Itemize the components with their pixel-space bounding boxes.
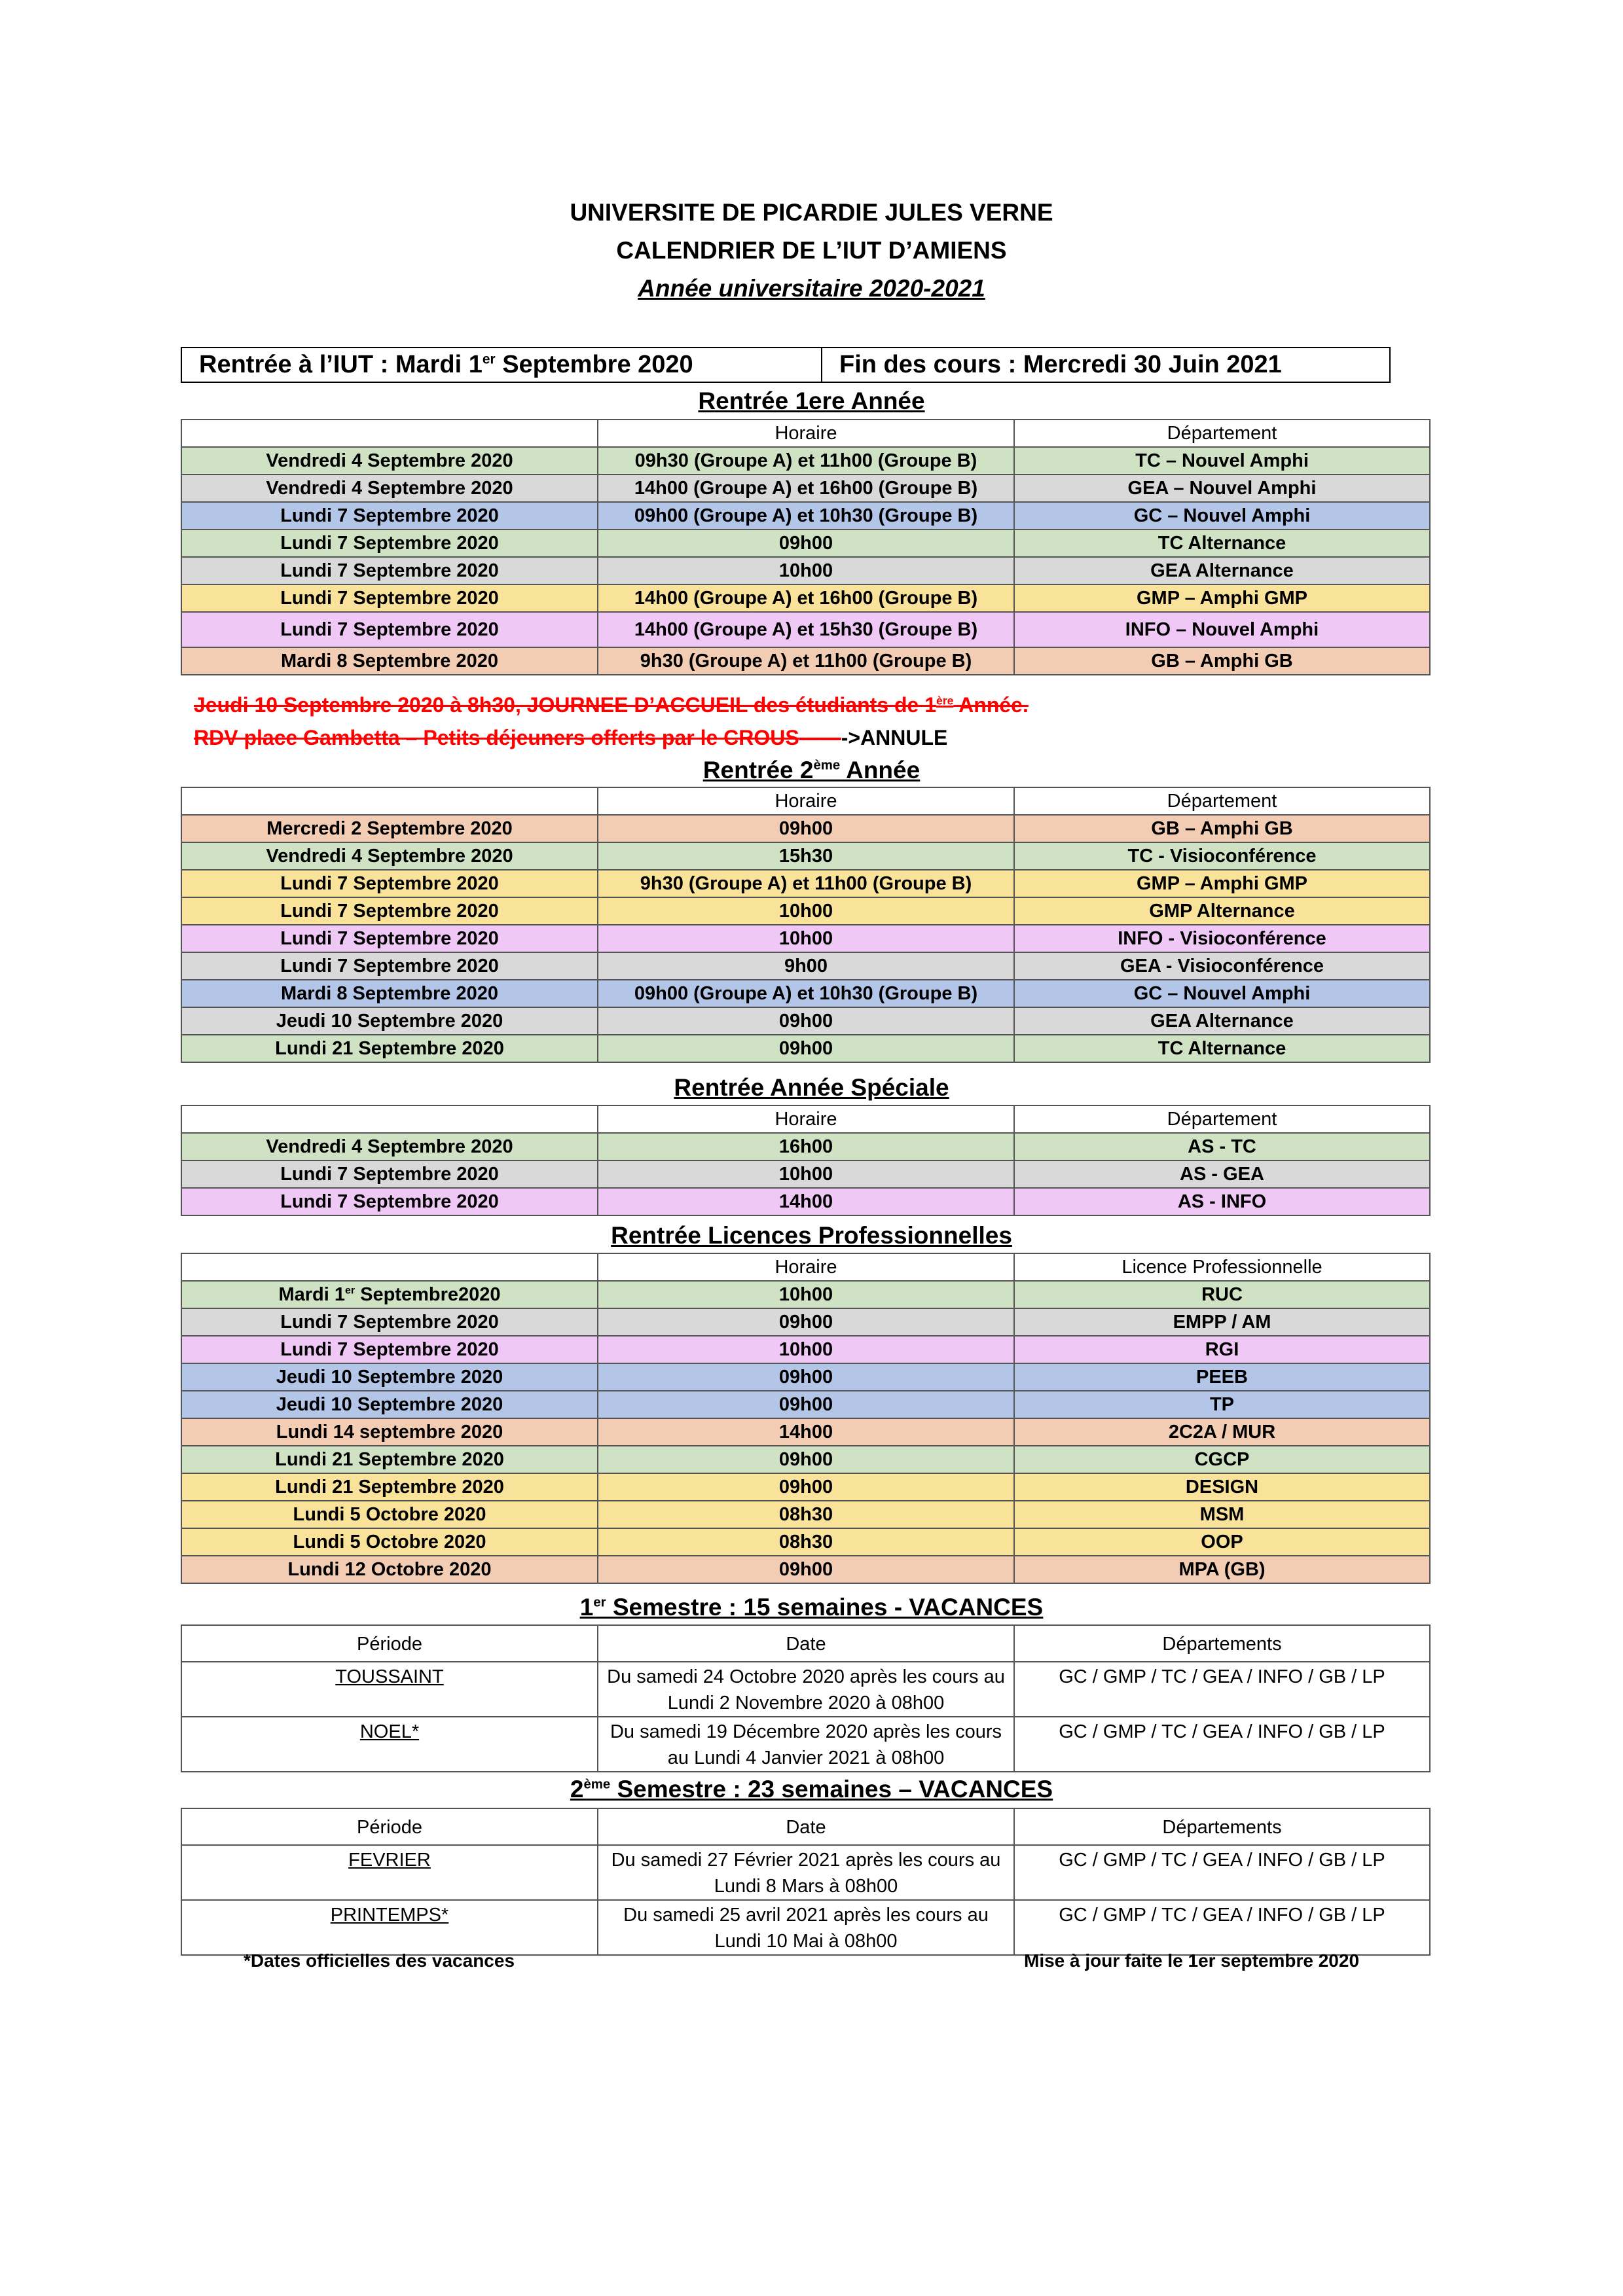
table-licences-pro — [181, 1253, 1431, 1584]
table-row: Lundi 21 Septembre 2020 09h00 CGCP — [181, 1446, 1430, 1473]
table-row: Lundi 7 Septembre 2020 10h00 RGI — [181, 1336, 1430, 1363]
table-row: Lundi 7 Septembre 2020 14h00 (Groupe A) et 15h30 (Groupe B) INFO – Nouvel Amphi — [181, 612, 1430, 647]
section-title-2eme-annee: Rentrée 2ème Année — [702, 757, 921, 783]
table-row: Lundi 7 Septembre 2020 10h00 GEA Alternance — [181, 557, 1430, 584]
table-vacances-semestre-2 — [181, 1808, 1431, 1956]
table-row: FEVRIER Du samedi 27 Février 2021 après les cours au Lundi 8 Mars à 08h00 GC / GMP / TC / GEA / INFO / GB / LP — [181, 1845, 1430, 1900]
table-header: Période Date Départements — [181, 1625, 1430, 1662]
rentree-date: Rentrée à l’IUT : Mardi 1er Septembre 2020 — [182, 348, 822, 382]
section-title-1ere-annee: Rentrée 1ere Année — [698, 387, 925, 414]
table-row: Lundi 7 Septembre 2020 14h00 AS - INFO — [181, 1188, 1430, 1215]
table-header: Période Date Départements — [181, 1808, 1430, 1845]
table-row: Lundi 12 Octobre 2020 09h00 MPA (GB) — [181, 1556, 1430, 1583]
table-row: Lundi 7 Septembre 2020 10h00 GMP Alternance — [181, 897, 1430, 925]
table-header: Horaire Département — [181, 787, 1430, 815]
table-row: Lundi 7 Septembre 2020 14h00 (Groupe A) et 16h00 (Groupe B) GMP – Amphi GMP — [181, 584, 1430, 612]
table-row: TOUSSAINT Du samedi 24 Octobre 2020 après les cours au Lundi 2 Novembre 2020 à 08h00 GC / GMP / TC / GEA / INFO / GB / LP — [181, 1662, 1430, 1717]
academic-year: Année universitaire 2020-2021 — [638, 275, 985, 302]
table-row: NOEL* Du samedi 19 Décembre 2020 après les cours au Lundi 4 Janvier 2021 à 08h00 GC / GMP / TC / GEA / INFO / GB / LP — [181, 1717, 1430, 1772]
table-row: Mardi 8 Septembre 2020 9h30 (Groupe A) et 11h00 (Groupe B) GB – Amphi GB — [181, 647, 1430, 675]
table-header: Horaire Licence Professionnelle — [181, 1253, 1430, 1281]
table-header: Horaire Département — [181, 420, 1430, 447]
table-row: Mercredi 2 Septembre 2020 09h00 GB – Amphi GB — [181, 815, 1430, 842]
table-vacances-semestre-1 — [181, 1624, 1431, 1772]
table-row: Lundi 7 Septembre 2020 09h00 TC Alternance — [181, 529, 1430, 557]
table-row: Lundi 7 Septembre 2020 09h00 (Groupe A) et 10h30 (Groupe B) GC – Nouvel Amphi — [181, 502, 1430, 529]
table-row: Lundi 7 Septembre 2020 10h00 INFO - Visioconférence — [181, 925, 1430, 952]
table-row: Lundi 7 Septembre 2020 9h30 (Groupe A) et 11h00 (Groupe B) GMP – Amphi GMP — [181, 870, 1430, 897]
table-row: Jeudi 10 Septembre 2020 09h00 TP — [181, 1391, 1430, 1418]
table-2eme-annee — [181, 787, 1431, 1063]
table-row: Lundi 21 Septembre 2020 09h00 TC Alternance — [181, 1035, 1430, 1062]
university-title: UNIVERSITE DE PICARDIE JULES VERNE — [570, 199, 1053, 226]
table-1ere-annee — [181, 419, 1431, 675]
table-row: Mardi 1er Septembre2020 10h00 RUC — [181, 1281, 1430, 1308]
annule-label: ->ANNULE — [841, 726, 948, 749]
table-row: Vendredi 4 Septembre 2020 09h30 (Groupe A) et 11h00 (Groupe B) TC – Nouvel Amphi — [181, 447, 1430, 475]
table-row: Lundi 7 Septembre 2020 09h00 EMPP / AM — [181, 1308, 1430, 1336]
table-row: Vendredi 4 Septembre 2020 14h00 (Groupe A) et 16h00 (Groupe B) GEA – Nouvel Amphi — [181, 475, 1430, 502]
footnote-official-dates: *Dates officielles des vacances — [244, 1950, 515, 1971]
key-dates-box — [181, 347, 1391, 383]
table-row: Vendredi 4 Septembre 2020 15h30 TC - Visioconférence — [181, 842, 1430, 870]
table-row: Jeudi 10 Septembre 2020 09h00 GEA Alternance — [181, 1007, 1430, 1035]
cancelled-event-line1: Jeudi 10 Septembre 2020 à 8h30, JOURNEE D’ACCUEIL des étudiants de 1ère Année. — [194, 693, 1029, 717]
table-row: PRINTEMPS* Du samedi 25 avril 2021 après les cours au Lundi 10 Mai à 08h00 GC / GMP / TC / GEA / INFO / GB / LP — [181, 1900, 1430, 1955]
cancelled-event-line2: RDV place Gambetta – Petits déjeuners offerts par le CROUS——->ANNULE — [194, 726, 948, 749]
section-title-semestre-1: 1er Semestre : 15 semaines - VACANCES — [579, 1594, 1044, 1621]
table-row: Jeudi 10 Septembre 2020 09h00 PEEB — [181, 1363, 1430, 1391]
section-title-semestre-2: 2ème Semestre : 23 semaines – VACANCES — [570, 1776, 1053, 1803]
table-row: Lundi 5 Octobre 2020 08h30 OOP — [181, 1528, 1430, 1556]
table-row: Vendredi 4 Septembre 2020 16h00 AS - TC — [181, 1133, 1430, 1160]
table-row: Lundi 7 Septembre 2020 10h00 AS - GEA — [181, 1160, 1430, 1188]
fin-des-cours: Fin des cours : Mercredi 30 Juin 2021 — [839, 351, 1282, 378]
table-row: Lundi 7 Septembre 2020 9h00 GEA - Visioconférence — [181, 952, 1430, 980]
table-annee-speciale — [181, 1105, 1431, 1216]
table-header: Horaire Département — [181, 1105, 1430, 1133]
section-title-licences-pro: Rentrée Licences Professionnelles — [611, 1222, 1012, 1249]
table-row: Mardi 8 Septembre 2020 09h00 (Groupe A) et 10h30 (Groupe B) GC – Nouvel Amphi — [181, 980, 1430, 1007]
calendar-title: CALENDRIER DE L’IUT D’AMIENS — [616, 237, 1007, 264]
table-row: Lundi 21 Septembre 2020 09h00 DESIGN — [181, 1473, 1430, 1501]
table-row: Lundi 14 septembre 2020 14h00 2C2A / MUR — [181, 1418, 1430, 1446]
document-header — [0, 194, 1623, 308]
table-row: Lundi 5 Octobre 2020 08h30 MSM — [181, 1501, 1430, 1528]
last-update-note: Mise à jour faite le 1er septembre 2020 — [1024, 1950, 1360, 1971]
section-title-annee-speciale: Rentrée Année Spéciale — [674, 1074, 949, 1101]
